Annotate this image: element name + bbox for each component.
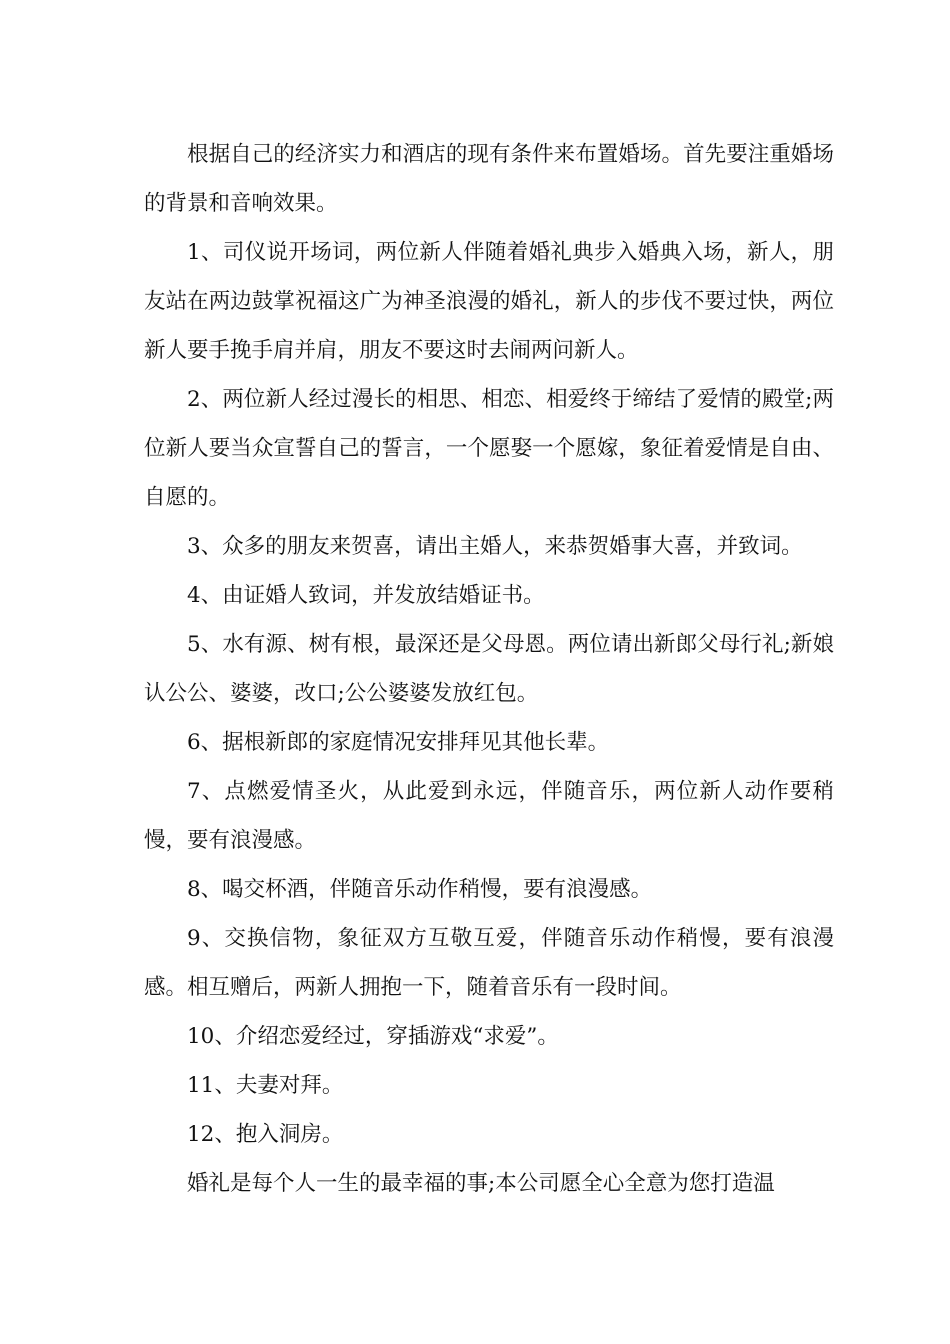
paragraph-step-4: 4、由证婚人致词，并发放结婚证书。: [187, 583, 545, 608]
paragraph-step-3: 3、众多的朋友来贺喜，请出主婚人，来恭贺婚事大喜，并致词。: [187, 534, 803, 559]
paragraph-closing: 婚礼是每个人一生的最幸福的事;本公司愿全心全意为您打造温: [187, 1171, 775, 1196]
paragraph-step-7: 7、点燃爱情圣火，从此爱到永远，伴随音乐，两位新人动作要稍慢，要有浪漫感。: [144, 779, 834, 853]
paragraph-step-6: 6、据根新郎的家庭情况安排拜见其他长辈。: [187, 730, 610, 755]
paragraph-intro: 根据自己的经济实力和酒店的现有条件来布置婚场。首先要注重婚场的背景和音响效果。: [144, 142, 834, 216]
paragraph-step-8: 8、喝交杯酒，伴随音乐动作稍慢，要有浪漫感。: [187, 877, 653, 902]
paragraph-step-11: 11、夫妻对拜。: [187, 1073, 344, 1098]
paragraph-step-10: 10、介绍恋爱经过，穿插游戏“求爱”。: [187, 1024, 559, 1049]
paragraph-step-1: 1、司仪说开场词，两位新人伴随着婚礼典步入婚典入场，新人，朋友站在两边鼓掌祝福这广为神圣浪漫的婚礼，新人的步伐不要过快，两位新人要手挽手肩并肩，朋友不要这时去闹两问新人。: [144, 240, 834, 363]
paragraph-step-12: 12、抱入洞房。: [187, 1122, 344, 1147]
document-body: [144, 130, 834, 1208]
paragraph-step-2: 2、两位新人经过漫长的相思、相恋、相爱终于缔结了爱情的殿堂;两位新人要当众宣誓自己的誓言，一个愿娶一个愿嫁，象征着爱情是自由、自愿的。: [144, 387, 834, 510]
paragraph-step-5: 5、水有源、树有根，最深还是父母恩。两位请出新郎父母行礼;新娘认公公、婆婆，改口;公公婆婆发放红包。: [144, 632, 834, 706]
paragraph-step-9: 9、交换信物，象征双方互敬互爱，伴随音乐动作稍慢，要有浪漫感。相互赠后，两新人拥抱一下，随着音乐有一段时间。: [144, 926, 834, 1000]
